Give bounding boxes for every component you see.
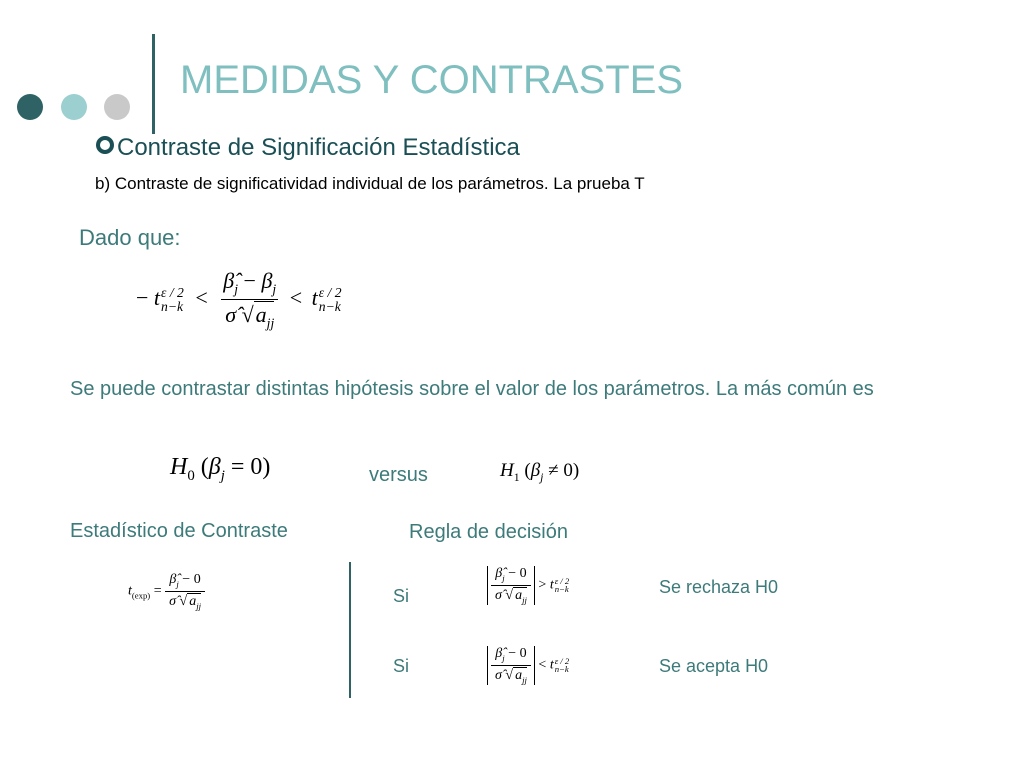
rule-2-operator: < — [538, 657, 547, 673]
interval-formula: − t ε / 2 n−k < $\frac{\betâ_j - \beta_j}{\sigmâ √a_{jj}}$ < t ε / 2 n−k — [136, 268, 342, 331]
rule-1-formula: $\frac{\betâ_j - 0}{\sigmâ √ a_{jj}}$ > t ε / 2 n−k — [487, 566, 569, 605]
rule-1-si: Si — [393, 586, 410, 606]
decor-dot-light — [104, 94, 130, 120]
bullet-heading — [96, 134, 520, 162]
section-divider — [349, 562, 351, 698]
page-title: MEDIDAS Y CONTRASTES — [180, 58, 684, 102]
estadistico-label: Estadístico de Contraste — [70, 520, 288, 542]
decor-dot-mid — [61, 94, 87, 120]
title-divider — [152, 34, 155, 134]
rule-1-operator: > — [538, 577, 547, 593]
dado-que-label: Dado que: — [79, 225, 181, 250]
subheading: b) Contraste de significatividad individual de los parámetros. La prueba T — [95, 174, 645, 193]
versus-label: versus — [369, 464, 428, 486]
rule-2-formula: $\frac{\betâ_j - 0}{\sigmâ √ a_{jj}}$ < t ε / 2 n−k — [487, 646, 569, 685]
bullet-icon — [96, 136, 114, 154]
regla-label: Regla de decisión — [409, 521, 568, 543]
hypothesis-paragraph: Se puede contrastar distintas hipótesis sobre el valor de los parámetros. La más común es — [70, 378, 874, 400]
decor-dot-dark — [17, 94, 43, 120]
statistic-formula: $t_{(exp)}$ = $\frac{\betâ_j - 0}{\sigmâ √ a_{jj}}$ — [128, 572, 205, 611]
bullet-heading-text: Contraste de Significación Estadística — [117, 134, 520, 161]
h0-formula: $H_0$ $(\beta_j = 0)$ — [170, 454, 271, 484]
rule-2-si: Si — [393, 656, 410, 676]
rule-2-result: Se acepta H0 — [659, 656, 769, 676]
rule-1-result: Se rechaza H0 — [659, 577, 779, 597]
h1-formula: $H_1$ $(\beta_j \ne 0)$ — [500, 460, 580, 484]
